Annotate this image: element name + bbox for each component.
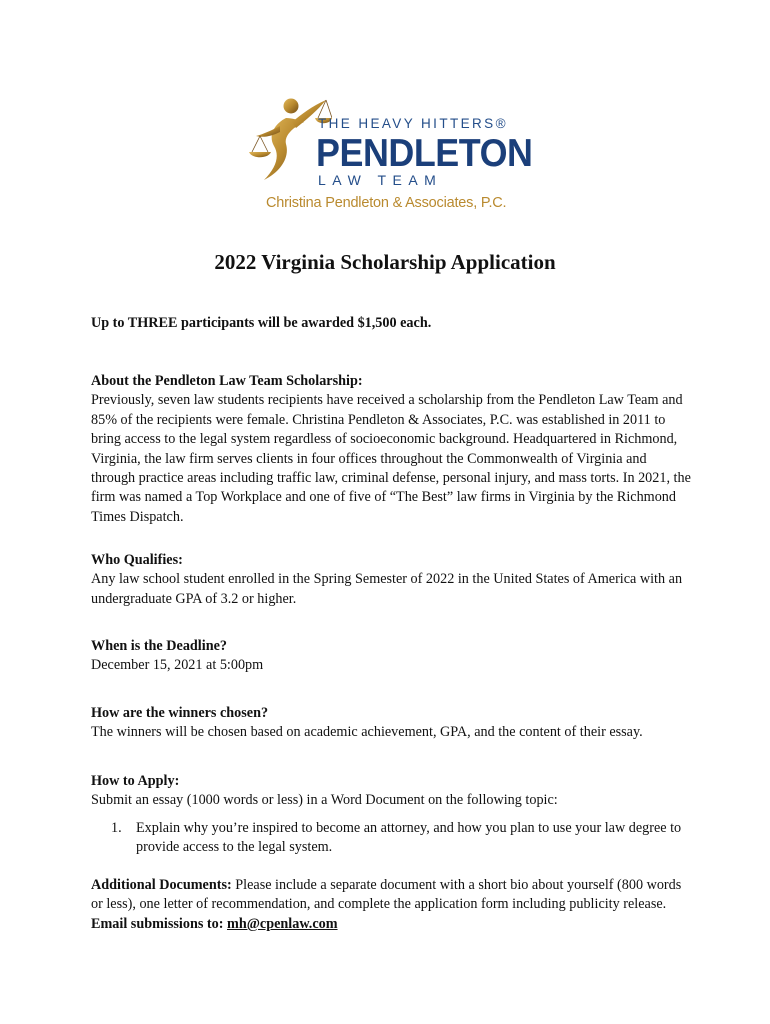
additional-paragraph xyxy=(91,876,691,934)
deadline-body: December 15, 2021 at 5:00pm xyxy=(91,657,264,674)
logo-tagline: THE HEAVY HITTERS® xyxy=(318,116,508,131)
firm-logo xyxy=(246,96,536,216)
qualifies-body: Any law school student enrolled in the Spring Semester of 2022 in the United States of America with an undergraduate GPA of 3.2 or higher. xyxy=(91,571,683,607)
email-label: Email submissions to: xyxy=(91,915,227,932)
email-link[interactable]: mh@cpenlaw.com xyxy=(227,915,338,932)
apply-section xyxy=(91,772,691,858)
award-text: Up to THREE participants will be awarded $1,500 each. xyxy=(91,315,432,331)
about-section xyxy=(91,372,691,527)
list-item xyxy=(91,819,691,858)
logo-subtitle: LAW TEAM xyxy=(318,172,443,188)
apply-body: Submit an essay (1000 words or less) in a Word Document on the following topic: xyxy=(91,792,558,809)
apply-heading: How to Apply: xyxy=(91,773,180,789)
winners-section xyxy=(91,704,691,743)
list-item-number: 1. xyxy=(111,819,122,836)
qualifies-heading: Who Qualifies: xyxy=(91,552,183,568)
award-section xyxy=(91,314,691,333)
about-heading: About the Pendleton Law Team Scholarship: xyxy=(91,373,363,389)
winners-body: The winners will be chosen based on academic achievement, GPA, and the content of their essay. xyxy=(91,724,643,741)
about-body: Previously, seven law students recipients have received a scholarship from the Pendleton Law Team and 85% of the recipients were female. Christina Pendleton & Associates, P.C. was established in 2011 to bring access to the legal system regardless of socioeconomic background. Headquartered in Richmond, Virginia, the law firm serves clients in four offices throughout the Commonwealth of Virginia and through practice areas including traffic law, criminal defense, personal injury, and mass torts. In 2021, the firm was named a Top Workplace and one of five of “The Best” law firms in Virginia by the Richmond Times Dispatch. xyxy=(91,392,691,525)
additional-section xyxy=(91,876,691,934)
qualifies-section xyxy=(91,551,691,609)
list-item-text: Explain why you’re inspired to become an attorney, and how you plan to use your law degree to provide access to the legal system. xyxy=(136,819,682,856)
additional-body: Please include a separate document with a short bio about yourself (800 words or less), one letter of recommendation, and complete the application form including publicity release. xyxy=(91,877,682,913)
page-title: 2022 Virginia Scholarship Application xyxy=(214,250,556,274)
deadline-section xyxy=(91,637,691,676)
logo-name: PENDLETON xyxy=(316,132,533,175)
additional-label: Additional Documents: xyxy=(91,877,232,893)
logo-association: Christina Pendleton & Associates, P.C. xyxy=(266,195,507,211)
winners-heading: How are the winners chosen? xyxy=(91,705,269,721)
deadline-heading: When is the Deadline? xyxy=(91,638,227,654)
